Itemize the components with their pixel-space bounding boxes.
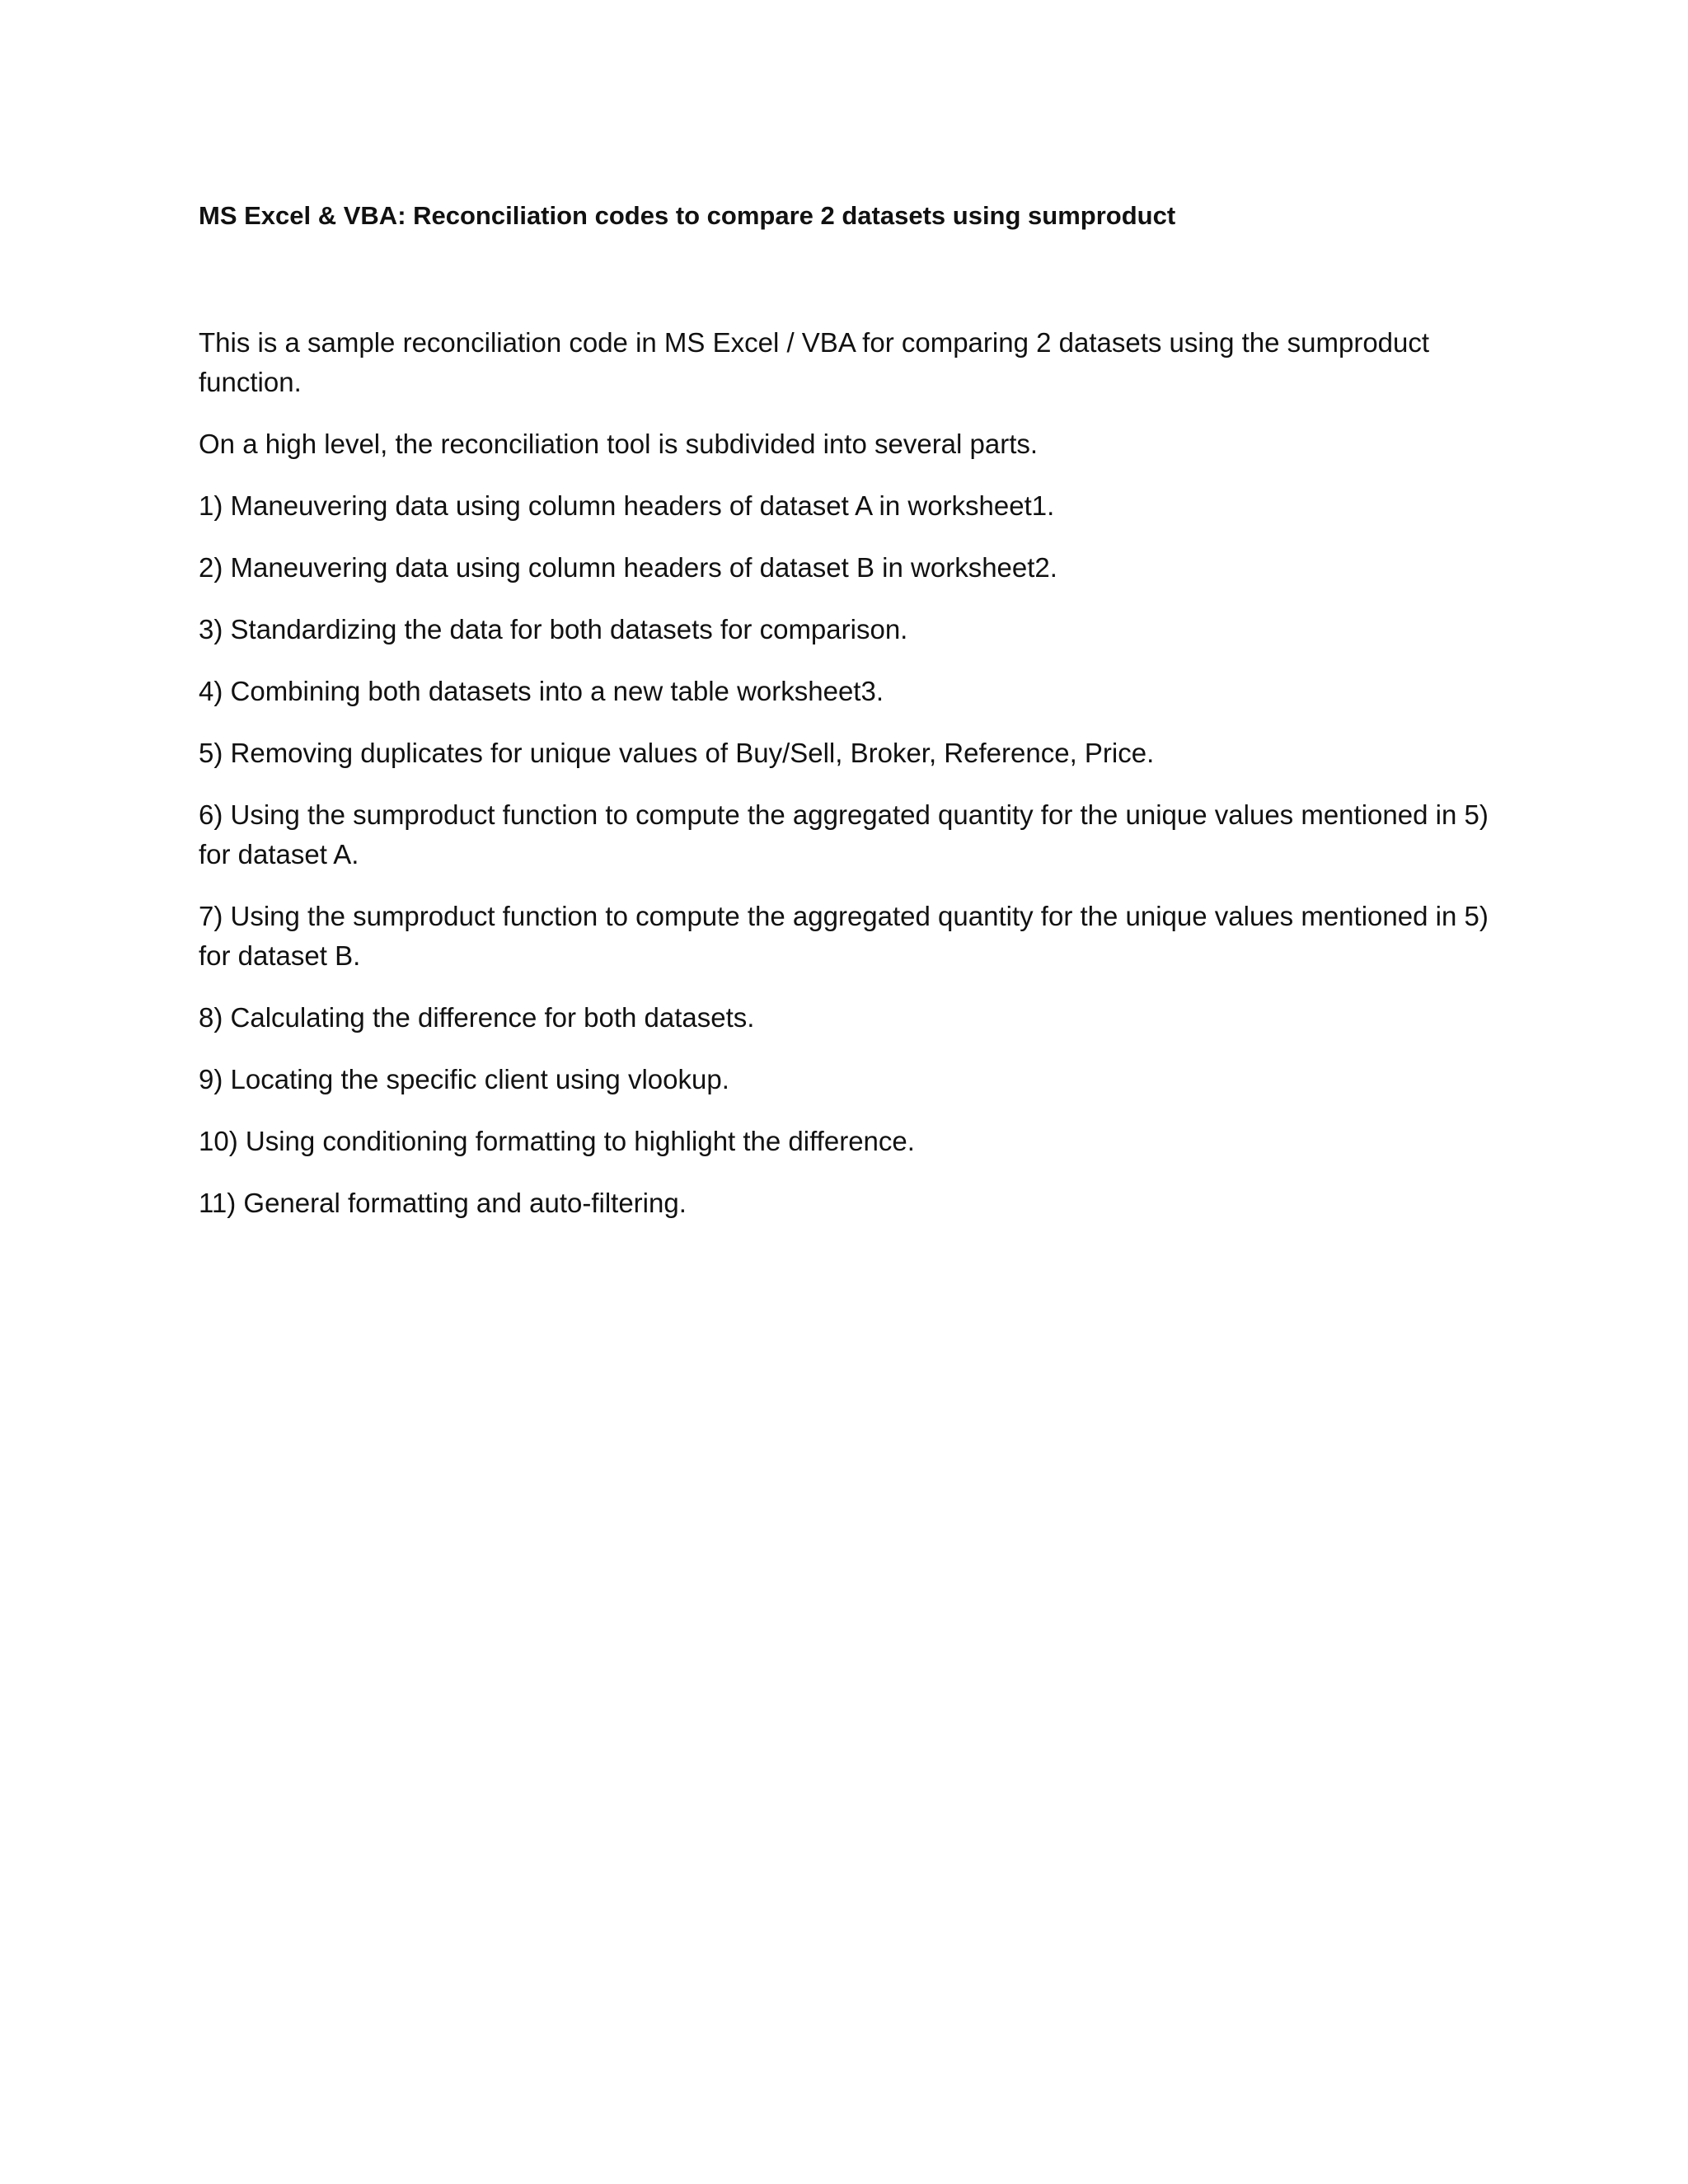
step-item: 2) Maneuvering data using column headers of dataset B in worksheet2. bbox=[199, 552, 1057, 583]
step-item: 8) Calculating the difference for both datasets. bbox=[199, 1002, 755, 1033]
step-item: 6) Using the sumproduct function to compute the aggregated quantity for the unique values mentioned in 5) for dataset A. bbox=[199, 799, 1489, 869]
step-list bbox=[199, 486, 1493, 1223]
step-item: 9) Locating the specific client using vlookup. bbox=[199, 1064, 729, 1094]
document-title: MS Excel & VBA: Reconciliation codes to compare 2 datasets using sumproduct bbox=[199, 201, 1176, 230]
step-item: 10) Using conditioning formatting to highlight the difference. bbox=[199, 1126, 915, 1156]
intro-paragraph: This is a sample reconciliation code in MS Excel / VBA for comparing 2 datasets using the sumproduct function. bbox=[199, 327, 1430, 397]
step-item: 4) Combining both datasets into a new table worksheet3. bbox=[199, 676, 884, 706]
step-item: 11) General formatting and auto-filtering. bbox=[199, 1188, 687, 1218]
overview-paragraph: On a high level, the reconciliation tool is subdivided into several parts. bbox=[199, 429, 1039, 459]
document-body bbox=[199, 198, 1493, 1223]
step-item: 3) Standardizing the data for both datasets for comparison. bbox=[199, 614, 908, 644]
step-item: 5) Removing duplicates for unique values of Buy/Sell, Broker, Reference, Price. bbox=[199, 738, 1155, 768]
step-item: 7) Using the sumproduct function to compute the aggregated quantity for the unique values mentioned in 5) for dataset B. bbox=[199, 901, 1489, 971]
step-item: 1) Maneuvering data using column headers of dataset A in worksheet1. bbox=[199, 490, 1055, 521]
